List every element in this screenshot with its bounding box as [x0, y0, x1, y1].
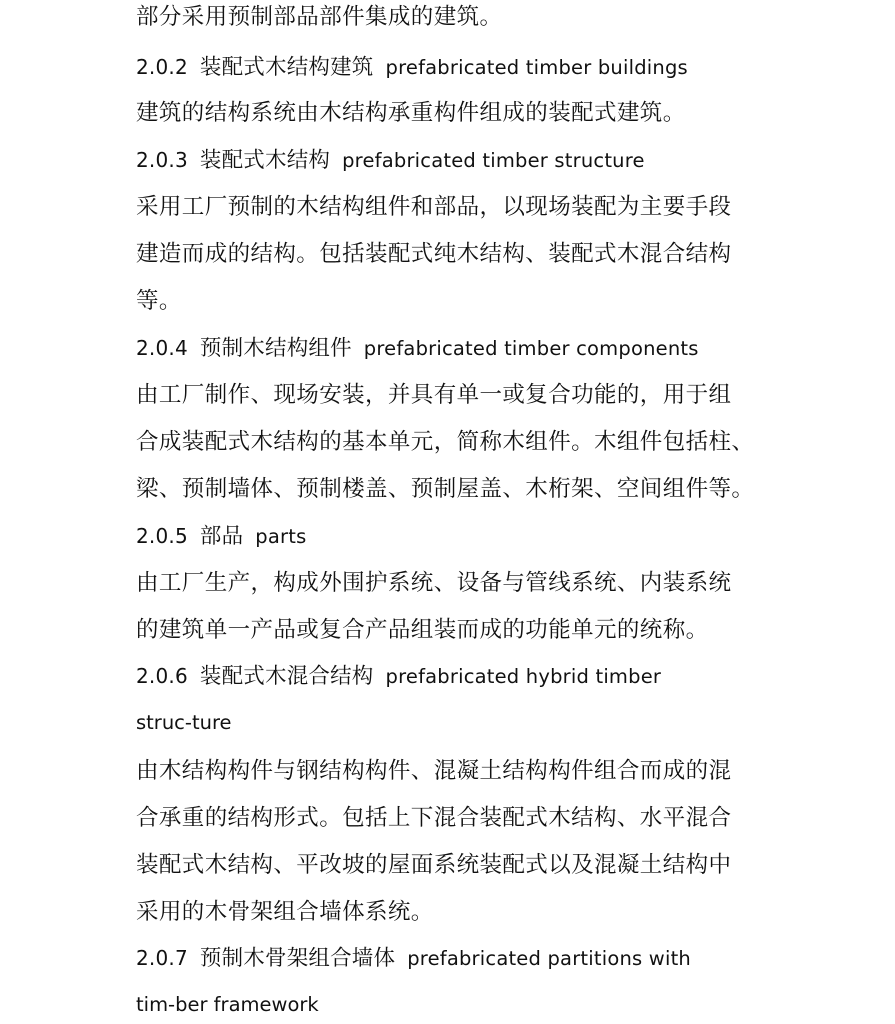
term-english: parts	[255, 525, 307, 548]
term-chinese: 部品	[199, 524, 244, 549]
term-heading-2-0-5	[136, 526, 306, 548]
body-text-line: 的建筑单一产品或复合产品组装而成的功能单元的统称。	[136, 617, 709, 643]
body-text-line: 由木结构构件与钢结构构件、混凝土结构构件组合而成的混	[136, 758, 732, 784]
term-english: prefabricated hybrid timber	[385, 665, 662, 688]
term-chinese: 装配式木结构	[199, 148, 331, 173]
term-chinese: 预制木骨架组合墙体	[199, 946, 396, 971]
term-english: prefabricated timber structure	[342, 149, 645, 172]
term-heading-2-0-4	[136, 338, 699, 360]
body-text-line: 合成装配式木结构的基本单元，简称木组件。木组件包括柱、	[136, 429, 755, 455]
clause-number: 2.0.2	[136, 55, 188, 79]
clause-number: 2.0.7	[136, 946, 188, 970]
term-heading-2-0-7	[136, 948, 691, 970]
clause-number: 2.0.6	[136, 664, 188, 688]
body-text-line: 建筑的结构系统由木结构承重构件组成的装配式建筑。	[136, 100, 686, 126]
body-text-line: 合承重的结构形式。包括上下混合装配式木结构、水平混合	[136, 805, 732, 831]
clause-number: 2.0.5	[136, 524, 188, 548]
term-english-continuation: tim-ber framework	[136, 993, 319, 1016]
term-heading-2-0-3	[136, 150, 645, 172]
term-heading-2-0-2	[136, 57, 688, 79]
body-text-line: 梁、预制墙体、预制楼盖、预制屋盖、木桁架、空间组件等。	[136, 476, 755, 502]
body-text-line: 由工厂制作、现场安装，并具有单一或复合功能的，用于组	[136, 382, 732, 408]
term-english: prefabricated timber components	[363, 337, 699, 360]
term-english-continuation: struc-ture	[136, 711, 232, 734]
body-text-line: 等。	[136, 288, 182, 314]
term-heading-2-0-6	[136, 666, 661, 688]
body-text-line: 部分采用预制部品部件集成的建筑。	[136, 4, 503, 30]
term-chinese: 预制木结构组件	[199, 336, 352, 361]
body-text-line: 由工厂生产，构成外围护系统、设备与管线系统、内装系统	[136, 570, 732, 596]
body-text-line: 建造而成的结构。包括装配式纯木结构、装配式木混合结构	[136, 241, 732, 267]
clause-number: 2.0.3	[136, 148, 188, 172]
term-chinese: 装配式木结构建筑	[199, 55, 374, 80]
term-english: prefabricated partitions with	[407, 947, 691, 970]
term-chinese: 装配式木混合结构	[199, 664, 374, 689]
body-text-line: 采用工厂预制的木结构组件和部品，以现场装配为主要手段	[136, 194, 732, 220]
term-english: prefabricated timber buildings	[385, 56, 688, 79]
body-text-line: 采用的木骨架组合墙体系统。	[136, 899, 434, 925]
body-text-line: 装配式木结构、平改坡的屋面系统装配式以及混凝土结构中	[136, 852, 732, 878]
clause-number: 2.0.4	[136, 336, 188, 360]
